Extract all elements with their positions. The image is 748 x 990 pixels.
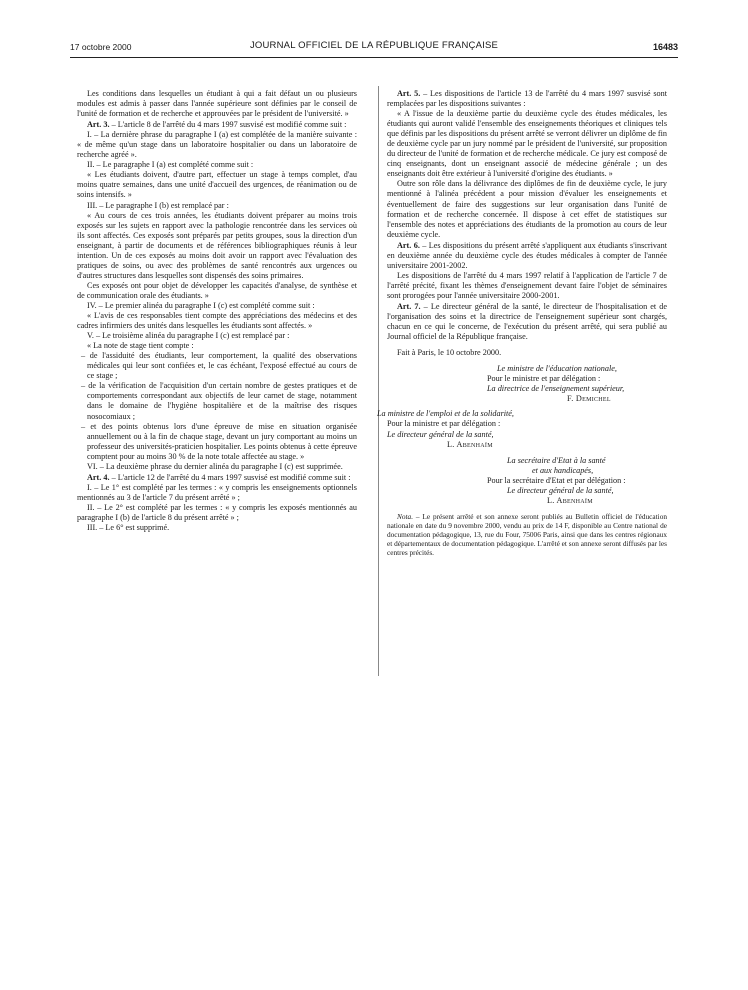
signatory-name: L. Abenhaïm <box>447 439 493 449</box>
signatory-name: L. Abenhaïm <box>547 495 593 505</box>
page-header <box>70 40 678 56</box>
paragraph: « L'avis de ces responsables tient compte des appréciations des médecins et des cadres infirmiers des unités dans lesquelles les étudiants sont affectés. » <box>77 311 357 331</box>
nota-text: – Le présent arrêté et son annexe seront publiés au Bulletin officiel de l'éducation nationale en date du 9 novembre 2000, vendu au prix de 14 F, disponible au Centre national de documentation pédagogique, 13, rue du Four, 75006 Paris, ainsi que dans les centres régionaux et départementaux de documentation pédagogique. L'arrêté et son annexe seront diffusés par les centres précités. <box>387 511 667 557</box>
signatory-title: Le ministre de l'éducation nationale, <box>497 364 617 374</box>
delegation-line: Pour la secrétaire d'Etat et par délégation : <box>487 475 626 485</box>
article-3 <box>77 120 357 130</box>
signature-block-1 <box>387 364 667 404</box>
left-column <box>77 89 357 533</box>
signatory-title: La ministre de l'emploi et de la solidarité, <box>377 409 514 419</box>
journal-title: JOURNAL OFFICIEL DE LA RÉPUBLIQUE FRANÇAISE <box>249 40 499 51</box>
article-text: – L'article 12 de l'arrêté du 4 mars 1997 susvisé est modifié comme suit : <box>109 472 351 482</box>
article-6 <box>387 241 667 271</box>
paragraph: IV. – Le premier alinéa du paragraphe I (c) est complété comme suit : <box>87 300 315 310</box>
right-column <box>377 89 667 557</box>
list-item: – de la vérification de l'acquisition d'un certain nombre de gestes pratiques et de comportements correspondant aux objectifs de leur carnet de stage, notamment dans le domaine de l'hygiène hospitalière et de la maîtrise des risques nosocomiaux ; <box>81 381 357 421</box>
article-heading: Art. 5. <box>397 89 421 98</box>
article-heading: Art. 6. <box>397 240 420 250</box>
paragraph: « Au cours de ces trois années, les étudiants doivent préparer au moins trois exposés sur les sujets en rapport avec la pathologie rencontrée dans les services où ils sont affectés. Ces exposés sont préparés par petits groupes, sous la direction d'un enseignant, à partir de documents et de références bibliographiques réunis à leur intention. Un de ces exposés au moins doit avoir un rapport avec l'évaluation des pratiques de soins, ou avec des problèmes de santé rencontrés aux urgences ou d'autres structures dans lesquelles sont dispensés des soins primaires. <box>77 210 357 280</box>
nota <box>387 512 667 557</box>
signatory-title-cont: et aux handicapés, <box>532 465 594 475</box>
paragraph: I. – La dernière phrase du paragraphe I (a) est complétée de la manière suivante : « de même qu'un stage dans un laboratoire hospitalier ou dans un laboratoire de recherche agréé ». <box>77 130 357 160</box>
paragraph: Ces exposés ont pour objet de développer les capacités d'analyse, de synthèse et de communication orale des étudiants. » <box>77 280 357 300</box>
delegate-title: La directrice de l'enseignement supérieur, <box>487 384 625 394</box>
paragraph: III. – Le paragraphe I (b) est remplacé par : <box>87 200 229 210</box>
paragraph: VI. – La deuxième phrase du dernier alinéa du paragraphe I (c) est supprimée. <box>87 461 343 471</box>
delegate-title: Le directeur général de la santé, <box>387 429 494 439</box>
article-heading: Art. 7. <box>397 301 421 311</box>
article-text: – Le directeur général de la santé, le directeur de l'hospitalisation et de l'organisation des soins et la directrice de l'enseignement supérieur sont chargés, chacun en ce qui le concerne, de l'exécution du présent arrêté, qui sera publié au Journal officiel de la République française. <box>387 301 667 342</box>
header-rule <box>70 57 678 58</box>
paragraph: « Les étudiants doivent, d'autre part, effectuer un stage à temps complet, d'au moins quatre semaines, dans une unité d'accueil des urgences, de réanimation ou de soins intensifs. » <box>77 170 357 200</box>
issue-date: 17 octobre 2000 <box>70 42 132 52</box>
paragraph: « La note de stage tient compte : <box>87 341 194 351</box>
article-text: – L'article 8 de l'arrêté du 4 mars 1997 susvisé est modifié comme suit : <box>109 120 347 130</box>
article-heading: Art. 3. <box>87 120 110 130</box>
nota-label: Nota. <box>397 511 414 521</box>
list-item: – et des points obtenus lors d'une épreuve de mise en situation organisée annuellement ou à la fin de chaque stage, devant un jury comportant au moins un professeur des universités-praticien hospitalier. Les points obtenus à cette épreuve comptent pour au moins 30 % de la note totale affectée au stage. » <box>81 421 357 461</box>
article-4 <box>77 473 357 483</box>
paragraph: I. – Le 1° est complété par les termes : « y compris les enseignements optionnels mentionnés au 3 de l'article 7 du présent arrêté » ; <box>77 482 357 502</box>
signatory-name: F. Demichel <box>567 394 611 404</box>
delegation-line: Pour le ministre et par délégation : <box>487 374 601 384</box>
signature-block-3 <box>387 456 667 506</box>
article-text: – Les dispositions du présent arrêté s'appliquent aux étudiants s'inscrivant en deuxième année du deuxième cycle des études médicales à compter de l'année universitaire 2001-2002. <box>387 240 667 270</box>
signatory-title: La secrétaire d'Etat à la santé <box>507 455 606 465</box>
paragraph: « A l'issue de la deuxième partie du deuxième cycle des études médicales, les étudiants qui auront validé l'ensemble des enseignements théoriques et cliniques tels que définis par les dispositions du présent arrêté se verront délivrer un diplôme de fin de deuxième cycle par un jury nommé par le président de l'université, sur proposition du directeur de l'unité de formation et de recherche médicale. Ce jury est composé de cinq enseignants, dont un enseignant associé de médecine générale ; un des enseignants doit être extérieur à l'université d'origine des étudiants. » <box>387 109 667 179</box>
place-date: Fait à Paris, le 10 octobre 2000. <box>397 348 502 358</box>
delegation-line: Pour la ministre et par délégation : <box>387 419 501 429</box>
paragraph: V. – Le troisième alinéa du paragraphe I (c) est remplacé par : <box>87 331 290 341</box>
paragraph: II. – Le paragraphe I (a) est complété comme suit : <box>87 160 254 170</box>
signature-block-2 <box>377 409 667 449</box>
article-text: – Les dispositions de l'article 13 de l'arrêté du 4 mars 1997 susvisé sont remplacées par les dispositions suivantes : <box>387 89 667 109</box>
column-divider <box>378 86 379 676</box>
paragraph: Les dispositions de l'arrêté du 4 mars 1997 relatif à l'application de l'article 7 de l'arrêté précité, fixant les thèmes d'enseignement devant faire l'objet de séminaires sont prorogées pour l'année universitaire 2000-2001. <box>387 270 667 300</box>
article-5 <box>387 89 667 109</box>
paragraph: Les conditions dans lesquelles un étudiant à qui a fait défaut un ou plusieurs modules est admis à passer dans l'année supérieure sont définies par le conseil de l'unité de formation et de recherche et approuvées par le président de l'université. » <box>77 89 357 119</box>
paragraph: Outre son rôle dans la délivrance des diplômes de fin de deuxième cycle, le jury mentionné à l'alinéa précédent a pour mission d'évaluer les enseignements et éventuellement de faire des suggestions sur leur organisation dans l'unité de formation et de recherche concernée. Il dispose à cet effet de statistiques sur l'ensemble des notes et appréciations des étudiants de la promotion au cours de leur deuxième cycle. <box>387 179 667 239</box>
list-item: – de l'assiduité des étudiants, leur comportement, la qualité des observations médicales qui leur sont confiées et, le cas échéant, l'exposé effectué au cours de ce stage ; <box>81 351 357 381</box>
page-number: 16483 <box>652 42 678 52</box>
delegate-title: Le directeur général de la santé, <box>507 485 614 495</box>
paragraph: II. – Le 2° est complété par les termes : « y compris les exposés mentionnés au paragraphe I (b) de l'article 8 du présent arrêté » ; <box>77 502 357 522</box>
paragraph: III. – Le 6° est supprimé. <box>87 523 170 533</box>
article-7 <box>387 302 667 342</box>
article-heading: Art. 4. <box>87 472 110 482</box>
